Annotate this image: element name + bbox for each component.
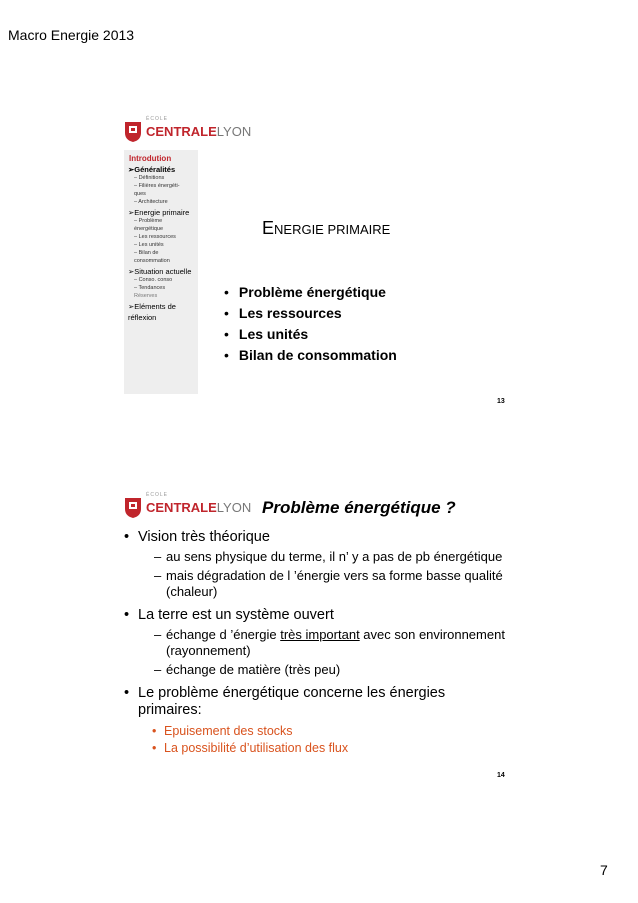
slide-body <box>122 526 507 757</box>
logo-ecole: ÉCOLE <box>146 116 168 122</box>
list-item: • Les unités <box>224 324 397 345</box>
sidebar-item: – Filières énergéti- <box>134 183 180 189</box>
sidebar-item: – Problème <box>134 218 163 224</box>
sub-bullet <box>122 627 507 659</box>
logo-centrale: CENTRALE <box>146 124 217 139</box>
shield-icon <box>124 121 142 143</box>
bullet: • Vision très théorique <box>122 529 507 546</box>
slide-title <box>262 218 390 239</box>
slide-13 <box>112 112 512 412</box>
bullet: • La terre est un système ouvert <box>122 607 507 624</box>
sidebar-item: Réserves <box>134 293 158 299</box>
sidebar-item: énergétique <box>134 226 164 232</box>
sidebar-item: ques <box>134 191 146 197</box>
sidebar-item: réflexion <box>128 313 157 322</box>
slide-title: Problème énergétique ? <box>262 498 456 517</box>
title-rest: NERGIE PRIMAIRE <box>274 222 391 237</box>
list-item: • Les ressources <box>224 303 397 324</box>
shield-icon <box>124 497 142 519</box>
orange-sub-bullet: • La possibilité d’utilisation des flux <box>122 740 507 757</box>
sub-bullet: – mais dégradation de l ’énergie vers sa forme basse qualité (chaleur) <box>122 568 507 600</box>
sidebar-item: – Définitions <box>134 175 165 181</box>
sidebar-item: – Les ressources <box>134 234 176 240</box>
sub-bullet-pre: échange d ’énergie <box>166 627 281 642</box>
ecole-centrale-lyon-logo <box>124 118 251 146</box>
bullet: • Le problème énergétique concerne les énergies primaires: <box>122 685 507 719</box>
sidebar-item: – Tendances <box>134 285 166 291</box>
sidebar-item: – Bilan de <box>134 250 159 256</box>
sidebar-item: ➢Energie primaire <box>128 208 190 217</box>
document-header: Macro Energie 2013 <box>8 27 135 43</box>
logo-ecole: ÉCOLE <box>146 492 168 498</box>
list-item: • Problème énergétique <box>224 282 397 303</box>
underlined-text: très important <box>280 627 360 642</box>
orange-sub-bullet: • Epuisement des stocks <box>122 723 507 740</box>
page-number: 7 <box>600 862 608 878</box>
title-cap: E <box>262 218 275 238</box>
sub-bullet-post: avec son environnement (rayonnement) <box>166 627 505 658</box>
outline-sidebar <box>124 150 198 394</box>
slide-number: 14 <box>497 772 505 779</box>
bullet-list <box>224 282 397 366</box>
slide-14 <box>112 488 512 788</box>
ecole-centrale-lyon-logo <box>124 494 251 522</box>
sidebar-item: – Les unités <box>134 242 164 248</box>
sidebar-item: – Architecture <box>134 199 168 205</box>
list-item: • Bilan de consommation <box>224 345 397 366</box>
sub-bullet: – échange de matière (très peu) <box>122 662 507 678</box>
logo-lyon: LYON <box>216 124 252 139</box>
sidebar-item: ➢Situation actuelle <box>128 267 192 276</box>
sidebar-item: consommation <box>134 258 170 264</box>
sidebar-intro: Introdution <box>129 154 172 163</box>
sidebar-item: ➢Eléments de <box>128 302 176 311</box>
sidebar-item: – Conso. conso <box>134 277 173 283</box>
logo-centrale: CENTRALE <box>146 500 217 515</box>
sidebar-item: ➢Généralités <box>128 165 176 174</box>
sub-bullet: – au sens physique du terme, il n’ y a pas de pb énergétique <box>122 549 507 565</box>
slide-number: 13 <box>497 398 505 405</box>
logo-lyon: LYON <box>216 500 252 515</box>
